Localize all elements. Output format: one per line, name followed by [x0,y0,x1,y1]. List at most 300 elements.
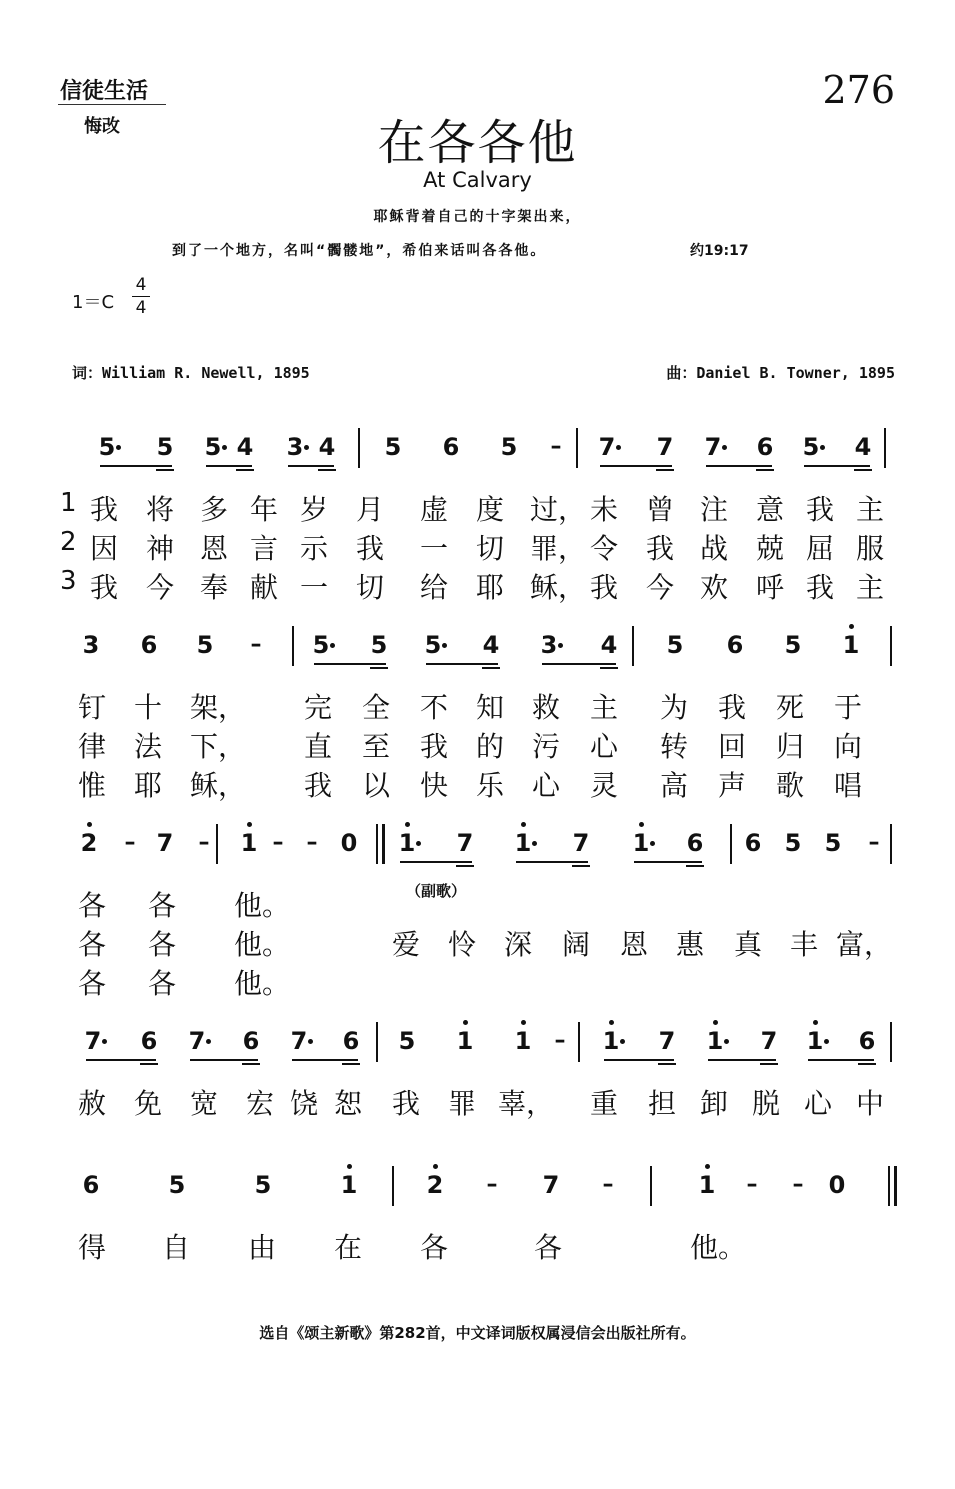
note [680,828,710,858]
sixteenth-beam [760,1063,778,1065]
note [698,432,728,462]
lyric-syllable: 主 [856,571,885,604]
note-digit: 7 [704,433,722,461]
note-digit: 5 [254,1171,272,1199]
note [336,1026,366,1056]
lyric-syllable: 战 [700,532,729,565]
note [78,1026,108,1056]
note-digit: 5 [424,631,442,659]
note-digit: 5 [802,433,820,461]
lyric-syllable: 律 [78,730,107,763]
barline [632,626,634,666]
sixteenth-beam [854,469,872,471]
note-digit: 4 [236,433,254,461]
note-digit: 7 [658,1027,676,1055]
note [508,828,538,858]
augmentation-dot [558,643,563,648]
note-digit: 7 [760,1027,778,1055]
lyric-syllable: 中 [856,1087,885,1120]
lyric-syllable: 直 [304,730,333,763]
octave-up-dot [705,1164,710,1169]
lyric-syllable: 主 [856,493,885,526]
time-signature-top: 4 [135,275,147,295]
sustain-dash: – [272,830,284,855]
lyric-syllable: 屈 [806,532,835,565]
note [596,1026,626,1056]
augmentation-dot [330,643,335,648]
octave-up-dot [433,1164,438,1169]
lyric-syllable: 各 [78,928,107,961]
note-digit: 2 [80,829,98,857]
lyric-syllable: 赦 [78,1087,107,1120]
barline [650,1166,652,1206]
lyric-syllable: 为 [660,691,689,724]
octave-up-dot [639,822,644,827]
note [76,630,106,660]
lyric-syllable: 污 [532,730,561,763]
lyric-syllable: 我 [90,571,119,604]
scripture-line-2: 到了一个地方，名叫“髑髅地”，希伯来话叫各各他。 [172,243,547,259]
note-digit: 6 [726,631,744,659]
lyric-syllable: 十 [134,691,163,724]
hymn-number: 276 [822,68,895,112]
lyric-syllable: 重 [590,1087,619,1120]
lyric-syllable: 全 [362,691,391,724]
lyric-syllable: 兢 [756,532,785,565]
note [738,828,768,858]
lyric-syllable: 唱 [834,769,863,802]
beam [516,861,588,863]
note-digit: 7 [84,1027,102,1055]
note [566,828,596,858]
lyric-line-1-2 [0,527,955,563]
octave-up-dot [849,624,854,629]
lyric-syllable: 过， [530,493,587,526]
copyright-footer: 选自《颂主新歌》第282首，中文译词版权属浸信会出版社所有。 [259,1324,696,1342]
lyric-syllable: 高 [660,769,689,802]
lyric-syllable: 罪， [530,532,587,565]
note-digit: 5 [168,1171,186,1199]
lyric-syllable: 心 [804,1087,833,1120]
lyric-syllable: 以 [362,769,391,802]
barline [576,428,578,468]
note [508,1026,538,1056]
note [450,1026,480,1056]
sixteenth-beam [242,1063,260,1065]
barline [216,824,218,864]
note [750,432,780,462]
notation-line-2 [0,626,955,670]
note [234,828,264,858]
note-digit: 6 [686,829,704,857]
lyric-syllable: 灵 [590,769,619,802]
note-digit: 6 [140,1027,158,1055]
lyric-syllable: 度 [476,493,505,526]
lyric-syllable: 心 [590,730,619,763]
note [754,1026,784,1056]
note-digit: 1 [842,631,860,659]
beam [100,465,172,467]
note-digit: 1 [698,1171,716,1199]
lyric-syllable: 各 [148,928,177,961]
lyric-syllable: 服 [856,532,885,565]
note-digit: 6 [756,433,774,461]
sixteenth-beam [140,1063,158,1065]
note [334,828,364,858]
lyric-syllable: 他。 [234,928,291,961]
lyric-syllable: 架， [190,691,247,724]
lyric-syllable: 的 [476,730,505,763]
note [150,828,180,858]
lyric-syllable: 脱 [752,1087,781,1120]
beam [604,1059,674,1061]
note-digit: 5 [204,433,222,461]
lyric-syllable: 得 [78,1231,107,1264]
beam [190,1059,258,1061]
beam [708,1059,776,1061]
lyric-syllable: 辜， [498,1087,555,1120]
sustain-dash: – [124,830,136,855]
lyric-syllable: 我 [718,691,747,724]
note [198,432,228,462]
note [494,432,524,462]
lyric-syllable: 恕 [334,1087,363,1120]
sixteenth-beam [370,667,388,669]
lyric-syllable: 由 [248,1231,277,1264]
note-digit: 6 [140,631,158,659]
lyric-syllable: 耶 [476,571,505,604]
barline [884,428,886,468]
lyric-syllable: 将 [146,493,175,526]
beam [804,465,870,467]
note [692,1170,722,1200]
note [306,630,336,660]
lyric-syllable: 他。 [690,1231,747,1264]
note-digit: 4 [318,433,336,461]
verse-number: 1 [60,488,77,518]
sustain-dash: – [746,1172,758,1197]
sustain-dash: – [550,434,562,459]
lyric-syllable: 今 [646,571,675,604]
note [450,828,480,858]
note-digit: 4 [854,433,872,461]
lyric-syllable: 示 [300,532,329,565]
lyric-syllable: 他。 [234,889,291,922]
lyric-syllable: 恩 [620,928,649,961]
note [280,432,310,462]
barline [890,824,892,864]
beam [542,663,616,665]
note-digit: 0 [340,829,358,857]
lyric-syllable: 乐 [476,769,505,802]
note [182,1026,212,1056]
scripture-reference: 约19:17 [690,243,749,259]
beam [86,1059,156,1061]
notation-line-3 [0,824,955,868]
augmentation-dot [304,445,309,450]
note [76,1170,106,1200]
lyric-syllable: 主 [590,691,619,724]
note-digit: 1 [240,829,258,857]
lyric-line-2-1 [0,686,955,722]
lyric-syllable: 他。 [234,967,291,1000]
note [778,828,808,858]
note-digit: 7 [456,829,474,857]
note [392,828,422,858]
lyric-syllable: 各 [78,967,107,1000]
beam [600,465,672,467]
lyric-syllable: 宏 [246,1087,275,1120]
note [650,432,680,462]
hymn-subcategory: 悔改 [84,116,120,137]
beam [808,1059,874,1061]
beam [292,1059,358,1061]
note-digit: 7 [598,433,616,461]
note-digit: 1 [632,829,650,857]
octave-up-dot [609,1020,614,1025]
sustain-dash: – [554,1028,566,1053]
lyric-syllable: 心 [532,769,561,802]
note-digit: 4 [482,631,500,659]
lyric-syllable: 不 [420,691,449,724]
beam [706,465,772,467]
lyric-syllable: 我 [90,493,119,526]
note-digit: 3 [286,433,304,461]
note [420,1170,450,1200]
lyric-syllable: 快 [420,769,449,802]
lyric-syllable: 各 [534,1231,563,1264]
barline [292,626,294,666]
note-digit: 1 [806,1027,824,1055]
note [236,1026,266,1056]
lyric-syllable: 我 [646,532,675,565]
lyric-syllable: 我 [356,532,385,565]
lyric-syllable: 卸 [700,1087,729,1120]
verse-number: 3 [60,566,77,596]
lyric-syllable: 稣， [530,571,587,604]
lyric-syllable: 罪 [448,1087,477,1120]
note [660,630,690,660]
augmentation-dot [620,1039,625,1044]
octave-up-dot [521,822,526,827]
note [162,1170,192,1200]
note [848,432,878,462]
octave-up-dot [463,1020,468,1025]
augmentation-dot [442,643,447,648]
note-digit: 5 [500,433,518,461]
augmentation-dot [308,1039,313,1044]
hymn-subtitle: At Calvary [423,168,532,192]
augmentation-dot [206,1039,211,1044]
lyric-line-3-2 [0,923,955,959]
sustain-dash: – [602,1172,614,1197]
note [190,630,220,660]
note-digit: 7 [572,829,590,857]
sixteenth-beam [858,1063,876,1065]
double-barline [376,824,378,864]
note-digit: 5 [196,631,214,659]
hymn-category: 信徒生活 [60,78,149,104]
augmentation-dot [532,841,537,846]
lyric-syllable: 未 [590,493,619,526]
lyric-syllable: 惠 [676,928,705,961]
lyric-syllable: 恩 [200,532,229,565]
time-signature-bottom: 4 [135,298,147,318]
sixteenth-beam [318,469,336,471]
note-digit: 1 [340,1171,358,1199]
lyric-syllable: 我 [392,1087,421,1120]
notation-line-5 [0,1166,955,1210]
lyric-syllable: 饶 [290,1087,319,1120]
sixteenth-beam [756,469,774,471]
lyric-syllable: 阔 [562,928,591,961]
lyricist-credit: 词：William R. Newell, 1895 [72,364,310,382]
lyric-syllable: 稣， [190,769,247,802]
note-digit: 1 [398,829,416,857]
note-digit: 1 [706,1027,724,1055]
lyric-syllable: 宽 [190,1087,219,1120]
sustain-dash: – [306,830,318,855]
augmentation-dot [724,1039,729,1044]
lyric-syllable: 真 [734,928,763,961]
lyric-syllable: 声 [718,769,747,802]
note [312,432,342,462]
octave-up-dot [347,1164,352,1169]
sixteenth-beam [572,865,590,867]
augmentation-dot [616,445,621,450]
sixteenth-beam [600,667,618,669]
lyric-syllable: 一 [300,571,329,604]
lyric-syllable: 在 [334,1231,363,1264]
lyric-syllable: 富， [836,928,893,961]
note [594,630,624,660]
sustain-dash: – [486,1172,498,1197]
augmentation-dot [650,841,655,846]
lyric-line-2-3 [0,764,955,800]
lyric-syllable: 献 [250,571,279,604]
octave-up-dot [405,822,410,827]
note-digit: 6 [744,829,762,857]
beam [206,465,252,467]
lyric-syllable: 怜 [448,928,477,961]
lyric-syllable: 担 [648,1087,677,1120]
lyric-syllable: 至 [362,730,391,763]
barline [358,428,360,468]
octave-up-dot [247,822,252,827]
lyric-syllable: 救 [532,691,561,724]
lyric-syllable: 回 [718,730,747,763]
lyric-syllable: 死 [776,691,805,724]
note [700,1026,730,1056]
note-digit: 5 [384,433,402,461]
lyric-syllable: 给 [420,571,449,604]
lyric-syllable: 因 [90,532,119,565]
lyric-syllable: 我 [806,493,835,526]
barline [578,1022,580,1062]
lyric-syllable: 我 [590,571,619,604]
note [476,630,506,660]
note [626,828,656,858]
lyric-syllable: 切 [476,532,505,565]
lyric-syllable: 深 [504,928,533,961]
barline [730,824,732,864]
note-digit: 3 [82,631,100,659]
note [92,432,122,462]
lyric-syllable: 下， [190,730,247,763]
lyric-syllable: 钉 [78,691,107,724]
note [536,1170,566,1200]
lyric-syllable: 呼 [756,571,785,604]
note-digit: 0 [828,1171,846,1199]
note [534,630,564,660]
lyric-syllable: 欢 [700,571,729,604]
lyric-line-3-1 [0,884,955,920]
lyric-syllable: 各 [148,967,177,1000]
note-digit: 6 [858,1027,876,1055]
note-digit: 5 [784,631,802,659]
note-digit: 5 [370,631,388,659]
lyric-syllable: 我 [806,571,835,604]
double-barline [888,1166,890,1206]
lyric-syllable: 月 [356,493,385,526]
lyric-syllable: 各 [420,1231,449,1264]
sustain-dash: – [868,830,880,855]
note-digit: 5 [824,829,842,857]
note-digit: 4 [600,631,618,659]
sixteenth-beam [456,865,474,867]
octave-up-dot [521,1020,526,1025]
sixteenth-beam [156,469,174,471]
lyric-syllable: 虚 [420,493,449,526]
note-digit: 1 [456,1027,474,1055]
note-digit: 5 [98,433,116,461]
note [378,432,408,462]
notation-line-4 [0,1022,955,1066]
composer-credit: 曲：Daniel B. Towner, 1895 [666,364,895,382]
note [436,432,466,462]
lyric-syllable: 神 [146,532,175,565]
lyric-syllable: 法 [134,730,163,763]
note [652,1026,682,1056]
note [852,1026,882,1056]
note [134,1026,164,1056]
augmentation-dot [116,445,121,450]
note [418,630,448,660]
lyric-syllable: 惟 [78,769,107,802]
lyric-line-3-3 [0,962,955,998]
note-digit: 1 [514,829,532,857]
sustain-dash: – [198,830,210,855]
beam [400,861,472,863]
double-barline-thick [894,1166,897,1206]
barline [376,1022,378,1062]
octave-up-dot [813,1020,818,1025]
double-barline-thick [382,824,385,864]
note [248,1170,278,1200]
lyric-syllable: 我 [420,730,449,763]
lyric-syllable: 年 [250,493,279,526]
lyric-line-2-2 [0,725,955,761]
note [778,630,808,660]
lyric-syllable: 知 [476,691,505,724]
lyric-syllable: 一 [420,532,449,565]
lyric-syllable: 歌 [776,769,805,802]
barline [392,1166,394,1206]
note-digit: 6 [82,1171,100,1199]
verse-number: 2 [60,527,77,557]
lyric-syllable: 转 [660,730,689,763]
beam [426,663,498,665]
